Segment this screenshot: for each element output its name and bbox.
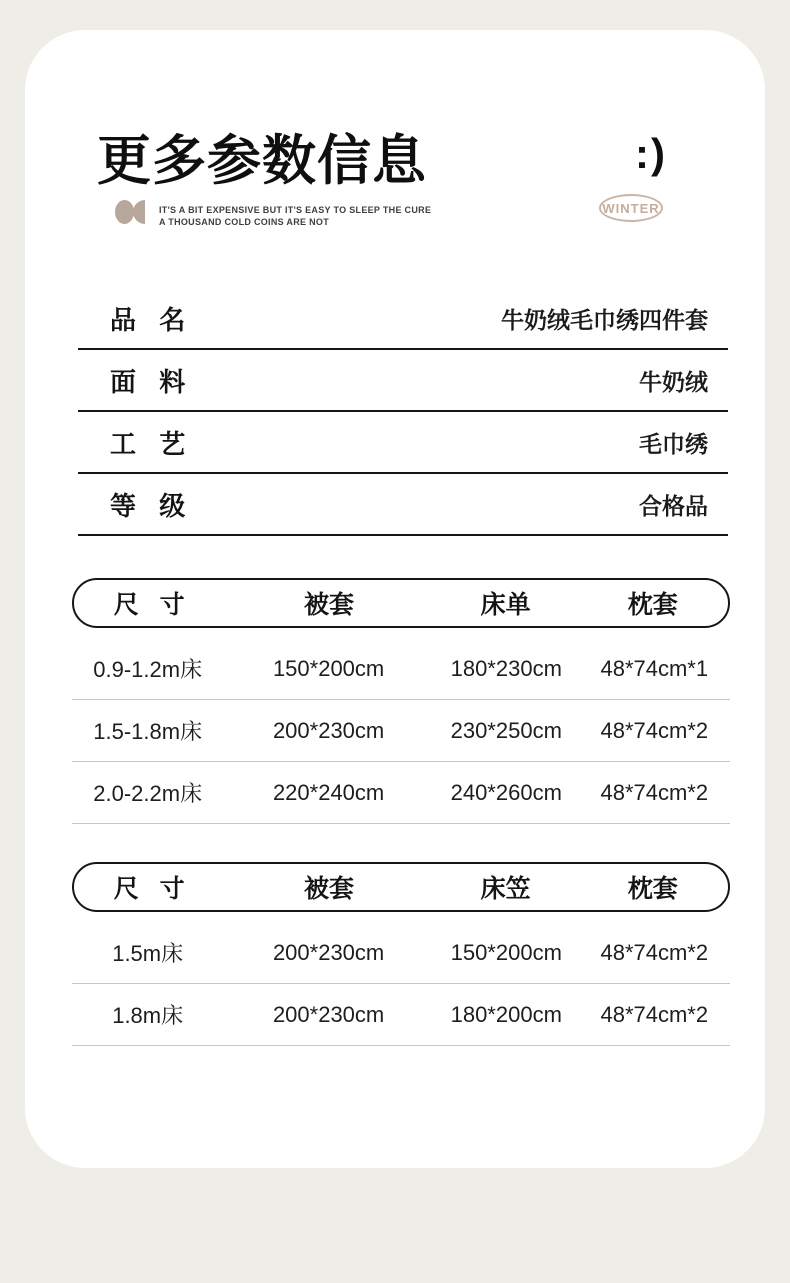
quote-circles-icon — [115, 200, 145, 224]
table-row — [72, 638, 730, 700]
cell-bed-size: 2.0-2.2m床 — [93, 781, 203, 806]
cell-duvet-cover: 200*230cm — [272, 939, 385, 965]
spec-label: 品 名 — [110, 304, 186, 335]
spec-label: 面 料 — [110, 366, 186, 397]
cell-pillowcase: 48*74cm*2 — [600, 717, 709, 743]
header-cell-flat-sheet: 床单 — [480, 591, 531, 619]
cell-bed-size: 1.5m床 — [112, 941, 184, 966]
spec-label: 等 级 — [110, 490, 186, 521]
content-card — [25, 30, 765, 1168]
cell-pillowcase: 48*74cm*2 — [600, 779, 709, 805]
header-cell-duvet-cover: 被套 — [304, 591, 355, 619]
cell-flat-sheet: 180*230cm — [450, 655, 562, 681]
winter-badge: WINTER — [599, 194, 663, 222]
cell-duvet-cover: 150*200cm — [272, 655, 385, 681]
tagline-line1: IT'S A BIT EXPENSIVE BUT IT'S EASY TO SLEEP THE CURE — [159, 205, 432, 215]
header-cell-pillowcase: 枕套 — [627, 875, 678, 903]
header-cell-duvet-cover: 被套 — [304, 875, 355, 903]
size-table-2 — [72, 862, 730, 1046]
cell-bed-size: 0.9-1.2m床 — [93, 657, 203, 682]
header-cell-size: 尺 寸 — [113, 875, 185, 903]
spec-value: 毛巾绣 — [639, 430, 708, 457]
cell-pillowcase: 48*74cm*1 — [600, 655, 709, 681]
smiley-text: :) — [635, 130, 667, 177]
spec-value: 牛奶绒 — [639, 368, 708, 395]
spec-value: 合格品 — [639, 492, 708, 519]
size-table-2-body — [72, 922, 730, 1046]
spec-row-grade — [78, 474, 728, 536]
tagline — [115, 200, 431, 228]
table-row — [72, 922, 730, 984]
size-table-1-header — [72, 578, 730, 628]
tagline-line2: A THOUSAND COLD COINS ARE NOT — [159, 217, 330, 227]
table-row — [72, 762, 730, 824]
spec-row-craft — [78, 412, 728, 474]
size-table-2-header — [72, 862, 730, 912]
cell-duvet-cover: 200*230cm — [272, 1001, 385, 1027]
cell-pillowcase: 48*74cm*2 — [600, 939, 709, 965]
spec-row-name — [78, 288, 728, 350]
header-cell-fitted-sheet: 床笠 — [480, 875, 531, 903]
cell-duvet-cover: 220*240cm — [272, 779, 385, 805]
page-title: 更多参数信息 — [97, 131, 427, 191]
spec-value: 牛奶绒毛巾绣四件套 — [501, 306, 708, 333]
cell-pillowcase: 48*74cm*2 — [600, 1001, 709, 1027]
cell-fitted-sheet: 180*200cm — [450, 1001, 562, 1027]
table-row — [72, 984, 730, 1046]
size-table-1 — [72, 578, 730, 824]
header-cell-pillowcase: 枕套 — [627, 591, 678, 619]
cell-flat-sheet: 240*260cm — [450, 779, 562, 805]
spec-label: 工 艺 — [110, 428, 186, 459]
header-cell-size: 尺 寸 — [113, 591, 185, 619]
cell-bed-size: 1.8m床 — [112, 1003, 184, 1028]
cell-duvet-cover: 200*230cm — [272, 717, 385, 743]
spec-row-fabric — [78, 350, 728, 412]
cell-bed-size: 1.5-1.8m床 — [93, 719, 203, 744]
table-row — [72, 700, 730, 762]
size-table-1-body — [72, 638, 730, 824]
cell-fitted-sheet: 150*200cm — [450, 939, 562, 965]
spec-list — [78, 288, 728, 536]
cell-flat-sheet: 230*250cm — [450, 717, 562, 743]
